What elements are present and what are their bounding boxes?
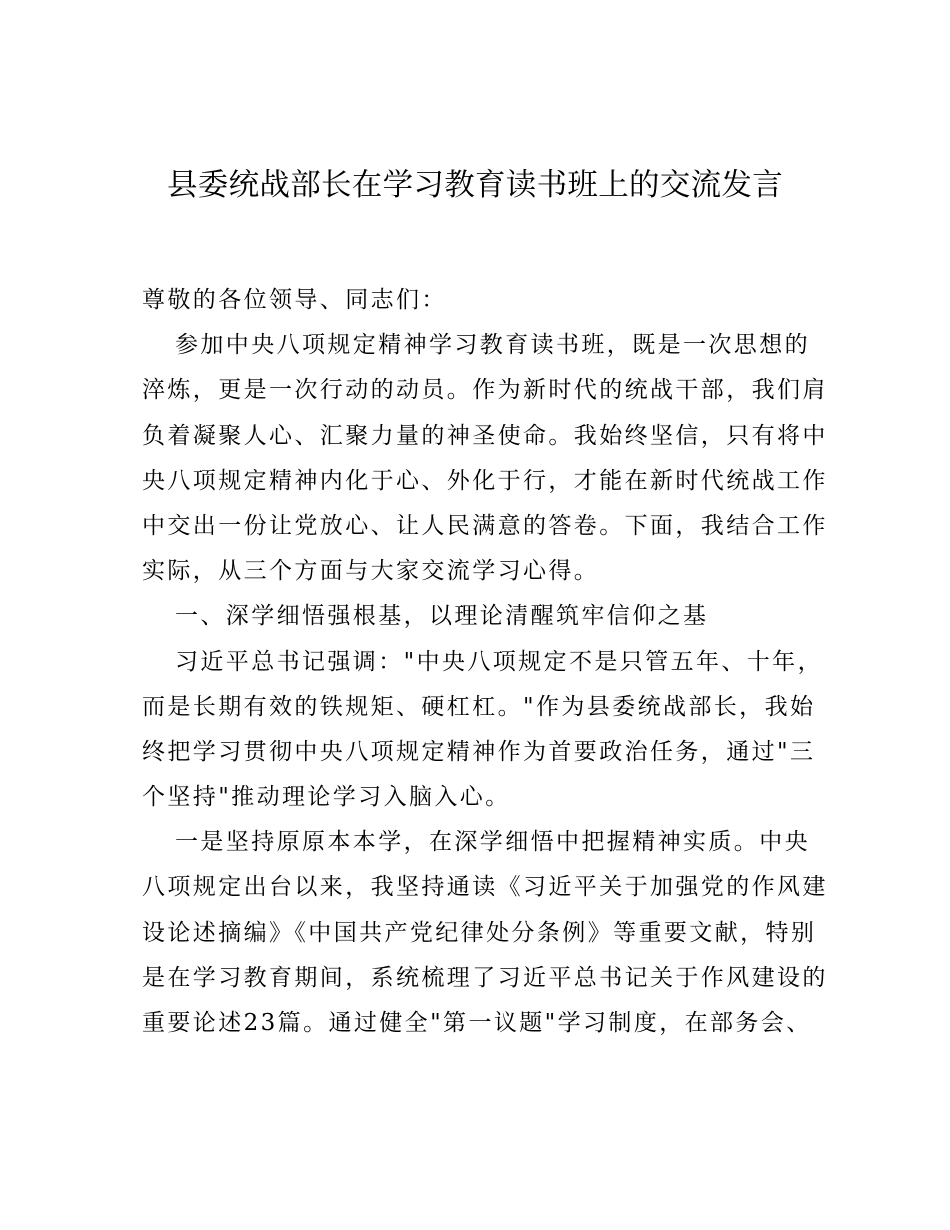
paragraph-quote — [142, 640, 823, 821]
paragraph-point-1 — [142, 820, 828, 1046]
paragraph-intro — [142, 323, 828, 594]
text-line: 设论述摘编》《中国共产党纪律处分条例》等重要文献，特别 — [142, 919, 817, 946]
text-line: 终把学习贯彻中央八项规定精神作为首要政治任务，通过"三 — [142, 738, 816, 765]
text-line: 央八项规定精神内化于心、外化于行，才能在新时代统战工作 — [142, 467, 828, 494]
salutation: 尊敬的各位领导、同志们： — [142, 287, 447, 313]
text-line: 参加中央八项规定精神学习教育读书班，既是一次思想的 — [175, 332, 810, 359]
section-heading: 一、深学细悟强根基，以理论清醒筑牢信仰之基 — [175, 603, 709, 630]
text-line: 淬炼，更是一次行动的动员。作为新时代的统战干部，我们肩 — [142, 377, 828, 404]
text-line: 八项规定出台以来，我坚持通读《习近平关于加强党的作风建 — [142, 874, 828, 901]
document-title: 县委统战部长在学习教育读书班上的交流发言 — [167, 168, 783, 203]
text-line: 是在学习教育期间，系统梳理了习近平总书记关于作风建设的 — [142, 964, 828, 991]
text-line: 习近平总书记强调："中央八项规定不是只管五年、十年， — [175, 648, 823, 675]
text-line: 负着凝聚人心、汇聚力量的神圣使命。我始终坚信，只有将中 — [142, 422, 828, 449]
text-line: 一是坚持原原本本学，在深学细悟中把握精神实质。中央 — [175, 829, 810, 856]
text-line: 中交出一份让党放心、让人民满意的答卷。下面，我结合工作 — [142, 512, 828, 539]
section-heading-1 — [142, 594, 810, 639]
text-line: 重要论述23篇。通过健全"第一议题"学习制度，在部务会、 — [142, 1010, 812, 1036]
text-line: 实际，从三个方面与大家交流学习心得。 — [142, 558, 600, 585]
text-line: 个坚持"推动理论学习入脑入心。 — [142, 784, 511, 811]
text-line: 而是长期有效的铁规矩、硬杠杠。"作为县委统战部长，我始 — [142, 693, 816, 720]
document-body — [142, 278, 828, 1046]
